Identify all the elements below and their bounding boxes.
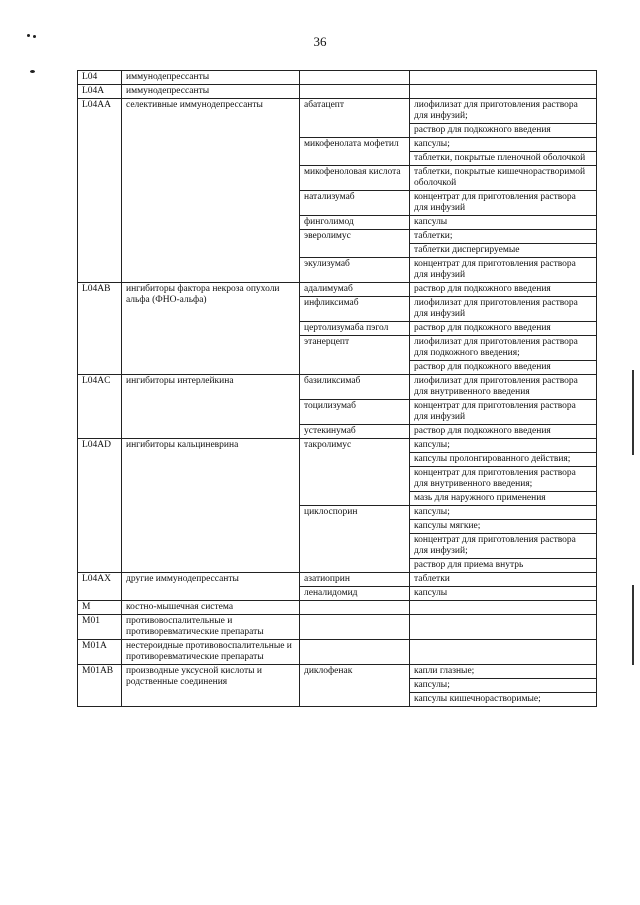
- drug-name-cell: [300, 85, 410, 99]
- drug-name-cell: тоцилизумаб: [300, 400, 410, 425]
- table-row: [78, 601, 597, 615]
- drug-name-cell: адалимумаб: [300, 283, 410, 297]
- atc-code-cell: M01: [78, 615, 122, 640]
- dosage-form: мазь для наружного применения: [410, 491, 596, 505]
- atc-code-cell: L04AX: [78, 573, 122, 601]
- dosage-form: капсулы;: [414, 507, 450, 517]
- group-name-cell: ингибиторы фактора некроза опухоли альфа (ФНО-альфа): [122, 283, 300, 375]
- drug-name-cell: микофеноловая кислота: [300, 166, 410, 191]
- dosage-form: таблетки;: [414, 231, 453, 241]
- dosage-form-cell: [410, 99, 597, 138]
- dosage-form-cell: [410, 216, 597, 230]
- dosage-form-cell: [410, 439, 597, 506]
- dosage-form: раствор для подкожного введения: [410, 360, 596, 374]
- drug-name-cell: диклофенак: [300, 665, 410, 707]
- dosage-form: таблетки, покрытые кишечнорастворимой оболочкой: [414, 167, 586, 188]
- dosage-form: капсулы;: [414, 440, 450, 450]
- atc-code-cell: M: [78, 601, 122, 615]
- dosage-form: раствор для подкожного введения: [414, 284, 551, 294]
- dosage-form-cell: [410, 71, 597, 85]
- dosage-form: раствор для приема внутрь: [410, 558, 596, 572]
- drug-name-cell: микофенолата мофетил: [300, 138, 410, 166]
- drug-name-cell: абатацепт: [300, 99, 410, 138]
- drug-name-cell: базиликсимаб: [300, 375, 410, 400]
- dosage-form-cell: [410, 375, 597, 400]
- atc-code-cell: L04A: [78, 85, 122, 99]
- dosage-form: лиофилизат для приготовления раствора для инфузий;: [414, 100, 578, 121]
- table-row: [78, 640, 597, 665]
- atc-code-cell: L04AB: [78, 283, 122, 375]
- dosage-form-cell: [410, 506, 597, 573]
- group-name-cell: иммунодепрессанты: [122, 85, 300, 99]
- dosage-form: капсулы мягкие;: [410, 519, 596, 533]
- dosage-form-cell: [410, 85, 597, 99]
- dosage-form: капсулы: [414, 217, 448, 227]
- scan-mark: [33, 35, 36, 38]
- scan-mark: [30, 70, 35, 73]
- group-name-cell: костно-мышечная система: [122, 601, 300, 615]
- dosage-form: лиофилизат для приготовления раствора для внутривенного введения: [414, 376, 578, 397]
- group-name-cell: ингибиторы кальциневрина: [122, 439, 300, 573]
- dosage-form: таблетки: [414, 574, 450, 584]
- dosage-form: концентрат для приготовления раствора для инфузий: [414, 192, 576, 213]
- dosage-form: капсулы кишечнорастворимые;: [410, 692, 596, 706]
- group-name-cell: селективные иммунодепрессанты: [122, 99, 300, 283]
- dosage-form-cell: [410, 322, 597, 336]
- dosage-form-cell: [410, 601, 597, 615]
- group-name-cell: иммунодепрессанты: [122, 71, 300, 85]
- dosage-form-cell: [410, 400, 597, 425]
- scan-edge-line: [632, 370, 634, 455]
- dosage-form-cell: [410, 665, 597, 707]
- table-row: [78, 615, 597, 640]
- atc-code-cell: M01A: [78, 640, 122, 665]
- atc-code-cell: L04AA: [78, 99, 122, 283]
- dosage-form: лиофилизат для приготовления раствора для инфузий: [414, 298, 578, 319]
- atc-code-cell: L04AC: [78, 375, 122, 439]
- dosage-form-cell: [410, 191, 597, 216]
- dosage-form: концентрат для приготовления раствора для инфузий;: [410, 533, 596, 558]
- dosage-form-cell: [410, 166, 597, 191]
- drug-name-cell: цертолизумаба пэгол: [300, 322, 410, 336]
- dosage-form-cell: [410, 425, 597, 439]
- table-row: [78, 573, 597, 587]
- table-row: [78, 99, 597, 138]
- drug-name-cell: азатиоприн: [300, 573, 410, 587]
- atc-code-cell: L04: [78, 71, 122, 85]
- group-name-cell: другие иммунодепрессанты: [122, 573, 300, 601]
- drug-name-cell: [300, 615, 410, 640]
- drug-name-cell: финголимод: [300, 216, 410, 230]
- drug-name-cell: циклоспорин: [300, 506, 410, 573]
- group-name-cell: производные уксусной кислоты и родственные соединения: [122, 665, 300, 707]
- table-row: [78, 375, 597, 400]
- dosage-form: концентрат для приготовления раствора для внутривенного введения;: [410, 466, 596, 491]
- dosage-form: раствор для подкожного введения: [414, 426, 551, 436]
- table-row: [78, 665, 597, 707]
- drug-name-cell: [300, 601, 410, 615]
- dosage-form: лиофилизат для приготовления раствора для подкожного введения;: [414, 337, 578, 358]
- drug-name-cell: экулизумаб: [300, 258, 410, 283]
- dosage-form: капсулы;: [414, 139, 450, 149]
- dosage-form: капсулы: [414, 588, 448, 598]
- dosage-form-cell: [410, 138, 597, 166]
- dosage-form-cell: [410, 587, 597, 601]
- dosage-form: капли глазные;: [414, 666, 475, 676]
- dosage-form: капсулы пролонгированного действия;: [410, 452, 596, 466]
- table-row: [78, 71, 597, 85]
- dosage-form: концентрат для приготовления раствора для инфузий: [414, 401, 576, 422]
- dosage-form-cell: [410, 573, 597, 587]
- table-row: [78, 439, 597, 506]
- scan-edge-line: [632, 585, 634, 665]
- atc-code-cell: M01AB: [78, 665, 122, 707]
- dosage-form-cell: [410, 283, 597, 297]
- dosage-form: капсулы;: [410, 678, 596, 692]
- drug-name-cell: этанерцепт: [300, 336, 410, 375]
- dosage-form-cell: [410, 297, 597, 322]
- dosage-form: таблетки, покрытые пленочной оболочкой: [410, 151, 596, 165]
- atc-drug-table: [77, 70, 597, 707]
- dosage-form: раствор для подкожного введения: [414, 323, 551, 333]
- dosage-form-cell: [410, 615, 597, 640]
- group-name-cell: нестероидные противовоспалительные и противоревматические препараты: [122, 640, 300, 665]
- dosage-form: концентрат для приготовления раствора для инфузий: [414, 259, 576, 280]
- drug-name-cell: устекинумаб: [300, 425, 410, 439]
- dosage-form: таблетки диспергируемые: [410, 243, 596, 257]
- drug-name-cell: натализумаб: [300, 191, 410, 216]
- atc-code-cell: L04AD: [78, 439, 122, 573]
- group-name-cell: противовоспалительные и противоревматические препараты: [122, 615, 300, 640]
- drug-name-cell: [300, 71, 410, 85]
- group-name-cell: ингибиторы интерлейкина: [122, 375, 300, 439]
- drug-name-cell: такролимус: [300, 439, 410, 506]
- drug-name-cell: инфликсимаб: [300, 297, 410, 322]
- drug-name-cell: леналидомид: [300, 587, 410, 601]
- drug-name-cell: [300, 640, 410, 665]
- table-row: [78, 283, 597, 297]
- scan-mark: [27, 34, 30, 37]
- dosage-form-cell: [410, 230, 597, 258]
- dosage-form-cell: [410, 336, 597, 375]
- drug-name-cell: эверолимус: [300, 230, 410, 258]
- table-row: [78, 85, 597, 99]
- dosage-form-cell: [410, 258, 597, 283]
- dosage-form: раствор для подкожного введения: [410, 123, 596, 137]
- page-number: 36: [313, 34, 327, 49]
- dosage-form-cell: [410, 640, 597, 665]
